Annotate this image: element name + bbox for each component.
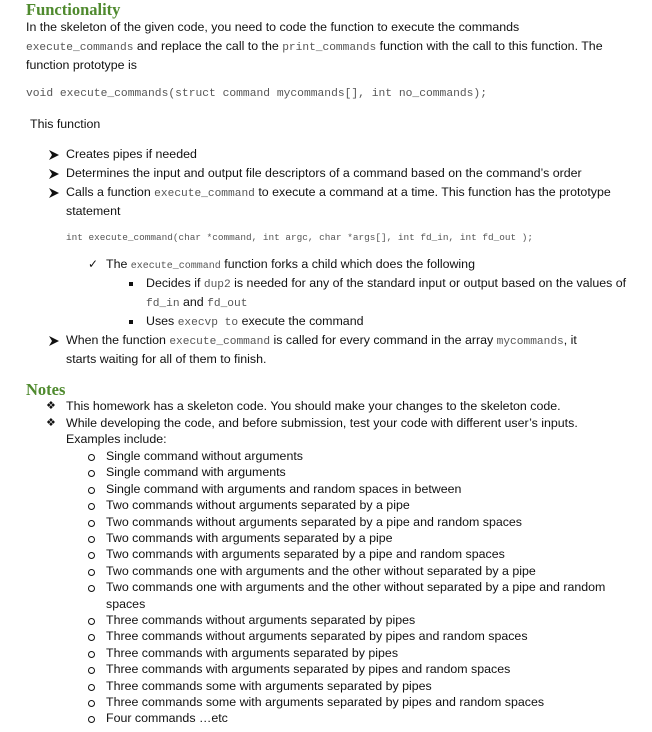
chevron-right-icon [47, 186, 61, 200]
intro-text: and replace the call to the [133, 39, 283, 53]
inline-code: execvp to [177, 317, 239, 329]
example-item: Four commands …etc [106, 711, 228, 726]
example-item: Two commands one with arguments and the other without separated by a pipe and random [106, 580, 606, 595]
item-when [66, 332, 577, 351]
intro-line-2 [26, 38, 603, 57]
example-item: Three commands some with arguments separated by pipes and random spaces [106, 695, 545, 709]
circle-bullet-icon [88, 487, 95, 494]
intro-line-3: function prototype is [26, 58, 137, 72]
circle-bullet-icon [88, 503, 95, 510]
example-item: Two commands without arguments separated by a pipe and random spaces [106, 514, 523, 529]
item-text: is called for every command in the array [270, 333, 497, 347]
examples-label: Examples include: [66, 432, 167, 446]
square-bullet-icon [129, 320, 133, 324]
item-determines: Determines the input and output file descriptors of a command based on the command’s order [66, 166, 582, 180]
circle-bullet-icon [88, 634, 95, 641]
example-item: Three commands without arguments separated by pipes [106, 613, 416, 627]
example-item: Two commands without arguments separated by a pipe [106, 498, 410, 513]
inline-code: mycommands [496, 336, 564, 348]
example-item: Three commands with arguments separated by pipes [106, 645, 399, 660]
example-item: spaces [106, 596, 146, 611]
circle-bullet-icon [88, 716, 95, 723]
item-uses [146, 313, 363, 332]
example-item: Three commands some with arguments separated by pipes [106, 678, 432, 693]
chevron-right-icon [47, 167, 61, 181]
item-text: Calls a function [66, 185, 155, 199]
function-prototype: void execute_commands(struct command mycommands[], int no_commands); [26, 88, 487, 100]
item-text: , it [563, 333, 577, 347]
circle-bullet-icon [88, 667, 95, 674]
circle-bullet-icon [88, 454, 95, 461]
circle-bullet-icon [88, 651, 95, 658]
diamond-bullet-icon: ❖ [46, 400, 56, 412]
item-calls-cont: statement [66, 204, 121, 218]
example-item: Single command with arguments [106, 465, 286, 480]
item-text: The [106, 257, 131, 271]
example-item: Three commands with arguments separated by pipes and random spaces [106, 662, 511, 677]
note-testing: While developing the code, and before submission, test your code with different user’s inputs. [66, 416, 578, 430]
item-decides-cont [146, 294, 247, 313]
inline-code: execute_command [169, 336, 271, 348]
circle-bullet-icon [88, 470, 95, 477]
chevron-right-icon [47, 334, 61, 348]
inline-code: execute_command [130, 261, 221, 272]
functionality-heading: Functionality [26, 0, 121, 19]
example-item: Single command without arguments [106, 449, 303, 463]
item-text: Uses [146, 314, 178, 328]
item-forks [106, 256, 475, 275]
item-text: Decides if [146, 276, 204, 290]
circle-bullet-icon [88, 520, 95, 527]
circle-bullet-icon [88, 585, 95, 592]
diamond-bullet-icon: ❖ [46, 417, 56, 429]
item-text: function forks a child which does the following [220, 257, 475, 271]
item-when-cont: starts waiting for all of them to finish. [66, 352, 267, 366]
circle-bullet-icon [88, 618, 95, 625]
intro-text: function with the call to this function. The [376, 39, 603, 53]
checkmark-icon: ✓ [88, 257, 99, 271]
this-function-label: This function [30, 117, 101, 131]
square-bullet-icon [129, 282, 133, 286]
circle-bullet-icon [88, 700, 95, 707]
example-item: Single command with arguments and random spaces in between [106, 481, 462, 496]
circle-bullet-icon [88, 552, 95, 559]
item-creates-pipes: Creates pipes if needed [66, 147, 197, 161]
execute-command-prototype: int execute_command(char *command, int argc, char *args[], int fd_in, int fd_out ); [66, 232, 533, 243]
inline-code: execute_command [154, 188, 255, 200]
example-item: Two commands one with arguments and the other without separated by a pipe [106, 563, 536, 578]
circle-bullet-icon [88, 536, 95, 543]
inline-code: dup2 [203, 279, 231, 291]
notes-heading: Notes [26, 380, 66, 399]
note-skeleton: This homework has a skeleton code. You should make your changes to the skeleton code. [66, 399, 561, 413]
inline-code: print_commands [282, 42, 377, 54]
item-text: and [179, 295, 208, 309]
chevron-right-icon [47, 148, 61, 162]
circle-bullet-icon [88, 569, 95, 576]
example-item: Two commands with arguments separated by a pipe [106, 531, 393, 545]
item-decides [146, 275, 626, 294]
example-item: Three commands without arguments separated by pipes and random spaces [106, 629, 528, 644]
inline-code: execute_commands [26, 42, 134, 54]
item-calls [66, 184, 611, 203]
item-text: to execute a command at a time. This function has the prototype [254, 185, 611, 199]
inline-code: fd_in [146, 298, 180, 310]
inline-code: fd_out [207, 298, 248, 310]
item-text: is needed for any of the standard input or output based on the values of [230, 276, 627, 290]
example-item: Two commands with arguments separated by a pipe and random spaces [106, 547, 505, 562]
item-text: When the function [66, 333, 170, 347]
item-text: execute the command [238, 314, 364, 328]
intro-line-1: In the skeleton of the given code, you need to code the function to execute the commands [26, 20, 520, 34]
circle-bullet-icon [88, 684, 95, 691]
